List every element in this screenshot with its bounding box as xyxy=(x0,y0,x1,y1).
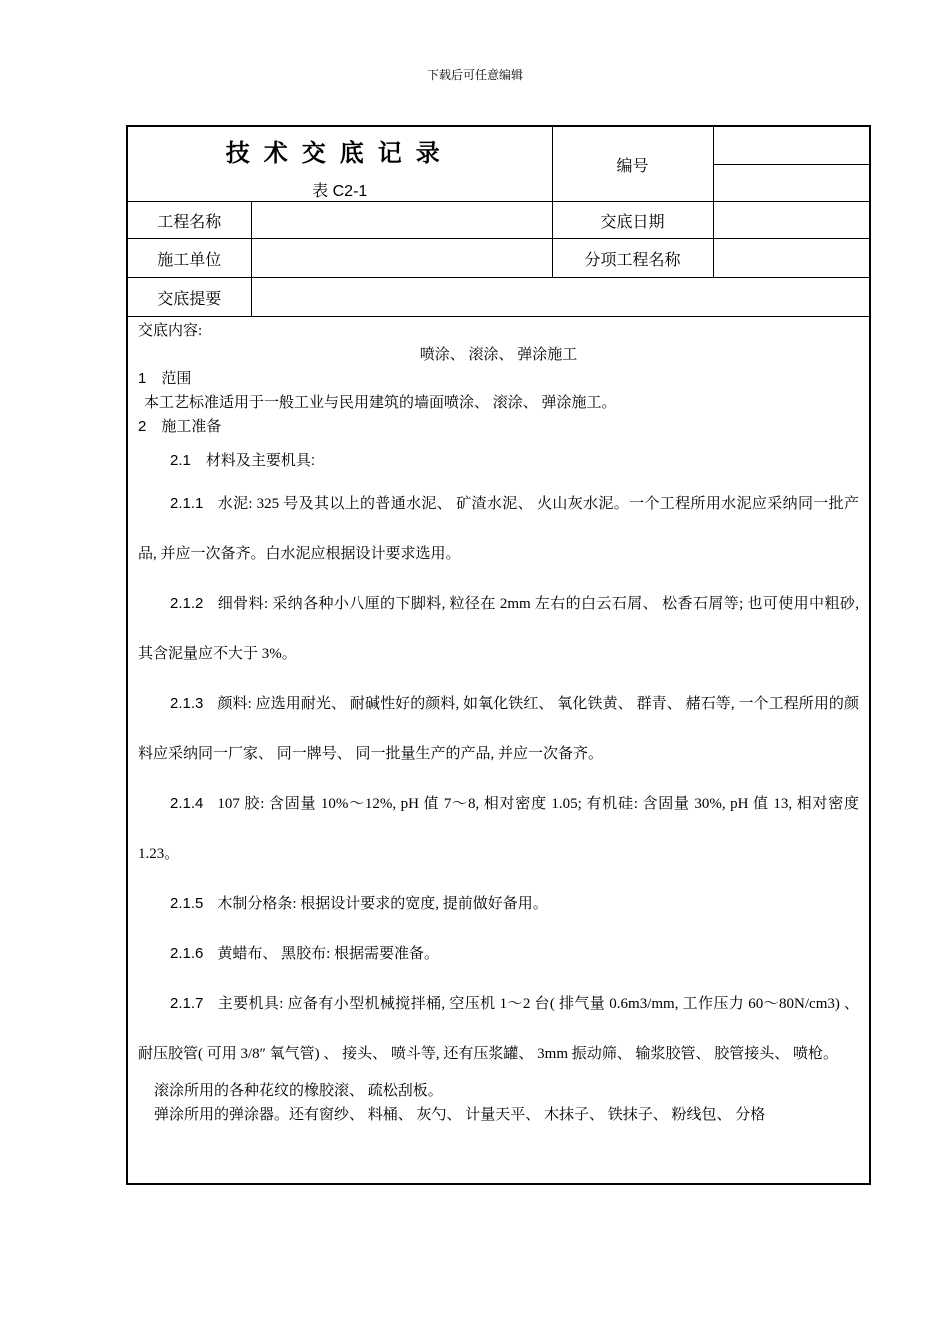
unit-label: 施工单位 xyxy=(127,239,251,278)
spatter-tools-line: 弹涂所用的弹涂器。还有窗纱、 料桶、 灰勺、 计量天平、 木抹子、 铁抹子、 粉线包、 分格 xyxy=(154,1107,766,1123)
section-1-body: 本工艺标准适用于一般工业与民用建筑的墙面喷涂、 滚涂、 弹涂施工。 xyxy=(144,395,617,411)
watermark-text: 下载后可任意编辑 xyxy=(426,68,523,82)
form-title: 技术交底记录 xyxy=(225,140,454,167)
sub-project-field[interactable] xyxy=(713,239,870,278)
form-subtitle: 表 C2-1 xyxy=(312,183,368,200)
summary-field[interactable] xyxy=(251,278,870,317)
date-field[interactable] xyxy=(713,202,870,239)
item-2-1-1: 2.1.1 水泥: 325 号及其以上的普通水泥、 矿渣水泥、 火山灰水泥。一个工程所用水泥应采纳同一批产品, 并应一次备齐。白水泥应根据设计要求选用。 xyxy=(138,495,859,562)
content-heading: 喷涂、 滚涂、 弹涂施工 xyxy=(419,347,578,363)
number-field-bottom[interactable] xyxy=(713,164,870,202)
disclosure-form-table xyxy=(126,125,871,1185)
content-body xyxy=(138,319,859,1127)
item-2-1-6: 2.1.6 黄蜡布、 黑胶布: 根据需要准备。 xyxy=(170,945,440,962)
item-2-1-3: 2.1.3 颜料: 应选用耐光、 耐碱性好的颜料, 如氧化铁红、 氧化铁黄、 群青、 赭石等, 一个工程所用的颜料应采纳同一厂家、 同一牌号、 同一批量生产的产品, 并应一次备齐。 xyxy=(138,695,859,762)
project-name-label: 工程名称 xyxy=(127,202,251,239)
section-1-heading: 1 范围 xyxy=(138,370,192,387)
project-name-field[interactable] xyxy=(251,202,552,239)
number-field-top[interactable] xyxy=(713,126,870,164)
item-2-1-4: 2.1.4 107 胶: 含固量 10%～12%, pH 值 7～8, 相对密度 1.05; 有机硅: 含固量 30%, pH 值 13, 相对密度 1.23。 xyxy=(138,795,859,862)
subsection-2-1: 2.1 材料及主要机具: xyxy=(170,452,316,469)
number-label: 编号 xyxy=(552,126,713,202)
summary-label: 交底提要 xyxy=(127,278,251,317)
form-title-cell xyxy=(127,126,552,202)
date-label: 交底日期 xyxy=(552,202,713,239)
unit-field[interactable] xyxy=(251,239,552,278)
item-2-1-2: 2.1.2 细骨料: 采纳各种小八厘的下脚料, 粒径在 2mm 左右的白云石屑、 松香石屑等; 也可使用中粗砂, 其含泥量应不大于 3%。 xyxy=(138,595,859,662)
content-intro: 交底内容: xyxy=(138,323,203,339)
content-cell xyxy=(127,317,870,1185)
roller-tools-line: 滚涂所用的各种花纹的橡胶滚、 疏松刮板。 xyxy=(154,1083,443,1099)
item-2-1-5: 2.1.5 木制分格条: 根据设计要求的宽度, 提前做好备用。 xyxy=(170,895,548,912)
section-2-heading: 2 施工准备 xyxy=(138,418,222,435)
item-2-1-7: 2.1.7 主要机具: 应备有小型机械搅拌桶, 空压机 1～2 台( 排气量 0.6m3/mm, 工作压力 60～80N/cm3) 、 耐压胶管( 可用 3/8″ 氧气管) 、 接头、 喷斗等, 还有压浆罐、 3mm 振动筛、 输浆胶管、 胶管接头、 喷枪。 xyxy=(138,995,859,1062)
sub-project-label: 分项工程名称 xyxy=(552,239,713,278)
